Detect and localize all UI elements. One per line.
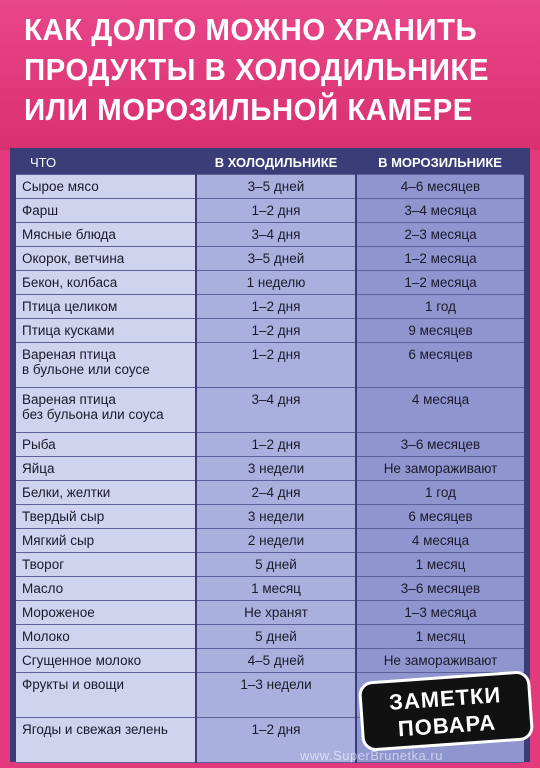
column-header-freezer: В МОРОЗИЛЬНИКЕ	[356, 152, 524, 174]
freezer-duration-cell: 1 год	[356, 480, 524, 504]
fridge-duration-cell: 3–4 дня	[196, 222, 356, 246]
product-name-cell: Ягоды и свежая зелень	[16, 717, 196, 762]
fridge-duration-cell: 1–2 дня	[196, 342, 356, 387]
table-row	[16, 432, 524, 456]
table-row	[16, 648, 524, 672]
table-row	[16, 198, 524, 222]
freezer-duration-cell: 9 месяцев	[356, 318, 524, 342]
product-name-cell: Фарш	[16, 198, 196, 222]
fridge-duration-cell: 1 месяц	[196, 576, 356, 600]
product-name-cell: Мясные блюда	[16, 222, 196, 246]
title-line-2: ПРОДУКТЫ В ХОЛОДИЛЬНИКЕ	[24, 52, 489, 87]
freezer-duration-cell: 4–6 месяцев	[356, 174, 524, 198]
fridge-duration-cell: Не хранят	[196, 600, 356, 624]
storage-table	[16, 152, 525, 763]
table-row	[16, 174, 524, 198]
column-header-fridge: В ХОЛОДИЛЬНИКЕ	[196, 152, 356, 174]
freezer-duration-cell: 4 месяца	[356, 387, 524, 432]
table-body	[16, 174, 524, 762]
product-name-cell: Твердый сыр	[16, 504, 196, 528]
table-row	[16, 480, 524, 504]
freezer-duration-cell: 3–6 месяцев	[356, 576, 524, 600]
fridge-duration-cell: 1–2 дня	[196, 294, 356, 318]
product-name-cell: Сырое мясо	[16, 174, 196, 198]
freezer-duration-cell: Не замораживают	[356, 456, 524, 480]
fridge-duration-cell: 5 дней	[196, 552, 356, 576]
freezer-duration-cell: 2–3 месяца	[356, 222, 524, 246]
product-name-cell: Фрукты и овощи	[16, 672, 196, 717]
freezer-duration-cell: 1–3 месяца	[356, 600, 524, 624]
storage-table-container	[10, 148, 530, 762]
product-name-cell: Вареная птица без бульона или соуса	[16, 387, 196, 432]
fridge-duration-cell: 4–5 дней	[196, 648, 356, 672]
product-name-cell: Молоко	[16, 624, 196, 648]
table-row	[16, 270, 524, 294]
freezer-duration-cell: 1 год	[356, 294, 524, 318]
table-row	[16, 387, 524, 432]
table-row	[16, 528, 524, 552]
freezer-duration-cell: 6 месяцев	[356, 342, 524, 387]
freezer-duration-cell: Не замораживают	[356, 648, 524, 672]
title-line-3: ИЛИ МОРОЗИЛЬНОЙ КАМЕРЕ	[24, 92, 473, 127]
freezer-duration-cell: 1 месяц	[356, 624, 524, 648]
table-row	[16, 342, 524, 387]
fridge-duration-cell: 5 дней	[196, 624, 356, 648]
freezer-duration-cell: 1–2 месяца	[356, 270, 524, 294]
logo-line-1: ЗАМЕТКИ	[388, 682, 503, 715]
fridge-duration-cell: 1 неделю	[196, 270, 356, 294]
table-row	[16, 576, 524, 600]
freezer-duration-cell: 3–4 месяца	[356, 198, 524, 222]
product-name-cell: Рыба	[16, 432, 196, 456]
product-name-cell: Окорок, ветчина	[16, 246, 196, 270]
freezer-duration-cell: 4 месяца	[356, 528, 524, 552]
freezer-duration-cell: 1–2 месяца	[356, 246, 524, 270]
column-header-what: ЧТО	[16, 152, 196, 174]
table-row	[16, 222, 524, 246]
product-name-cell: Вареная птица в бульоне или соусе	[16, 342, 196, 387]
fridge-duration-cell: 1–2 дня	[196, 717, 356, 762]
product-name-cell: Птица целиком	[16, 294, 196, 318]
table-row	[16, 318, 524, 342]
watermark: www.SuperBrunetka.ru	[300, 748, 443, 763]
logo-line-2: ПОВАРА	[397, 709, 497, 742]
table-row	[16, 552, 524, 576]
product-name-cell: Сгущенное молоко	[16, 648, 196, 672]
fridge-duration-cell: 1–3 недели	[196, 672, 356, 717]
table-row	[16, 504, 524, 528]
logo-zametki-povara	[358, 670, 534, 752]
table-row	[16, 624, 524, 648]
fridge-duration-cell: 3 недели	[196, 504, 356, 528]
fridge-duration-cell: 1–2 дня	[196, 198, 356, 222]
fridge-duration-cell: 3–5 дней	[196, 174, 356, 198]
freezer-duration-cell: 6 месяцев	[356, 504, 524, 528]
header	[0, 0, 540, 150]
fridge-duration-cell: 2 недели	[196, 528, 356, 552]
table-row	[16, 600, 524, 624]
product-name-cell: Мороженое	[16, 600, 196, 624]
table-row	[16, 294, 524, 318]
product-name-cell: Птица кусками	[16, 318, 196, 342]
table-header-row	[16, 152, 524, 174]
title-line-1: КАК ДОЛГО МОЖНО ХРАНИТЬ	[24, 12, 478, 47]
freezer-duration-cell: 3–6 месяцев	[356, 432, 524, 456]
product-name-cell: Яйца	[16, 456, 196, 480]
product-name-cell: Бекон, колбаса	[16, 270, 196, 294]
product-name-cell: Белки, желтки	[16, 480, 196, 504]
product-name-cell: Масло	[16, 576, 196, 600]
fridge-duration-cell: 1–2 дня	[196, 318, 356, 342]
freezer-duration-cell: 1 месяц	[356, 552, 524, 576]
fridge-duration-cell: 3 недели	[196, 456, 356, 480]
table-row	[16, 456, 524, 480]
fridge-duration-cell: 3–4 дня	[196, 387, 356, 432]
fridge-duration-cell: 3–5 дней	[196, 246, 356, 270]
fridge-duration-cell: 2–4 дня	[196, 480, 356, 504]
fridge-duration-cell: 1–2 дня	[196, 432, 356, 456]
table-row	[16, 246, 524, 270]
product-name-cell: Мягкий сыр	[16, 528, 196, 552]
product-name-cell: Творог	[16, 552, 196, 576]
